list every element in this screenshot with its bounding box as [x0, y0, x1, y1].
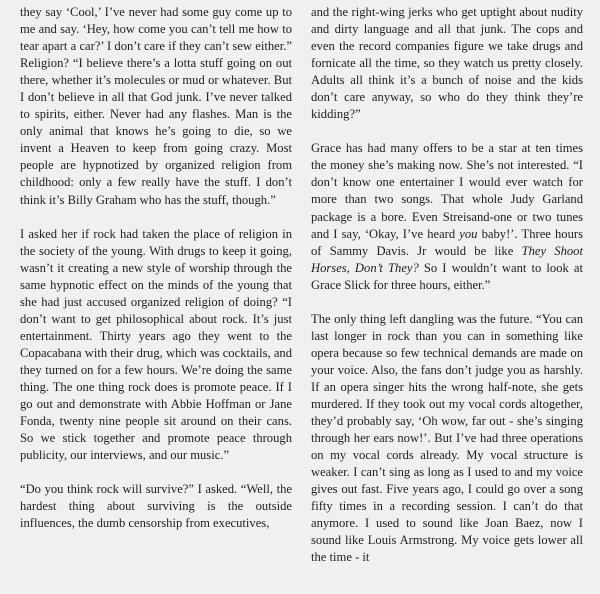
emphasis-you: you	[459, 226, 478, 241]
left-column	[20, 4, 292, 532]
right-column	[311, 4, 583, 566]
paragraph-rock-survive: “Do you think rock will survive?” I asked. “Well, the hardest thing about surviving is the outside influences, the dumb censorship from executives,	[20, 482, 292, 531]
paragraph-censorship: and the right-wing jerks who get uptight about nudity and dirty language and all that junk. The cops and even the record companies figure we take drugs and fornicate all the time, so they watch us pretty closely. Adults all think it’s a bunch of noise and the kids don’t care anyway, so who do they think they’re kidding?”	[311, 5, 583, 122]
paragraph-future: The only thing left dangling was the future. “You can last longer in rock than you can in something like opera because so few technical demands are made on your voice. Also, the fans don’t judge you as harshly. If an opera singer hits the wrong half-note, she gets murdered. If they took out my vocal cords altogether, they’d probably say, ‘Oh wow, far out - she’s singing through her ears now!’. But I’ve had three operations on my vocal cords already. My vocal structure is weaker. I can’t sing as long as I used to and my voice gives out fast. Five years ago, I could go over a song fifty times in a recording session. I can’t do that anymore. I used to sound like Joan Baez, now I sound like Louis Armstrong. My voice gets lower all the time - it	[311, 311, 583, 565]
film-title: They Shoot Horses, Don’t They?	[311, 243, 583, 275]
paragraph-rock-as-religion: I asked her if rock had taken the place of religion in the society of the young. With drugs to keep it going, wasn’t it creating a new style of worship through the same hypnotic effect on the minds of the young that she had just accused organized religion of doing? “I don’t want to get philosophical about rock. It’s just entertainment. Thirty years ago they went to the Copacabana with their drug, which was cocktails, and they turned on for a few hours. We’re doing the same thing. The one thing rock does is promote peace. If I go out and demonstrate with Abbie Hoffman or Jane Fonda, twenty nine people sit around on their cans. So we stick together and promote peace through publicity, our interviews, and our music.”	[20, 226, 292, 463]
paragraph-religion: they say ‘Cool,’ I’ve never had some guy come up to me and say. ‘Hey, how come you can’t tell me how to tear apart a car?’ I don’t care if they can’t sew either.” Religion? “I believe there’s a lotta stuff going on out there, whether it’s molecules or mud or whatever. But I don’t believe in all that God junk. I’ve never talked to spirits, either. Never had any flashes. Man is the only animal that knows he’s going to die, so we invent a Heaven to keep from going crazy. Most people are hypnotized by organized religion from childhood: only a few really have the stuff. I don’t think it’s Billy Graham who has the stuff, though.”	[20, 5, 292, 207]
paragraph-star-offers-part-c: So I wouldn’t want to look at Grace Slick for three hours, either.”	[311, 260, 583, 292]
paragraph-star-offers-part-a: Grace has had many offers to be a star at ten times the money she’s making now. She’s not interested. “I don’t know one entertainer I would ever watch for more than two songs. That whole Judy Garland package is a bore. Even Streisand-one or two tunes and I say, ‘Okay, I’ve heard	[311, 141, 583, 241]
paragraph-star-offers-part-b: baby!’. Three hours of Sammy Davis. Jr would be like	[311, 226, 583, 258]
paragraph-star-offers	[311, 140, 583, 293]
